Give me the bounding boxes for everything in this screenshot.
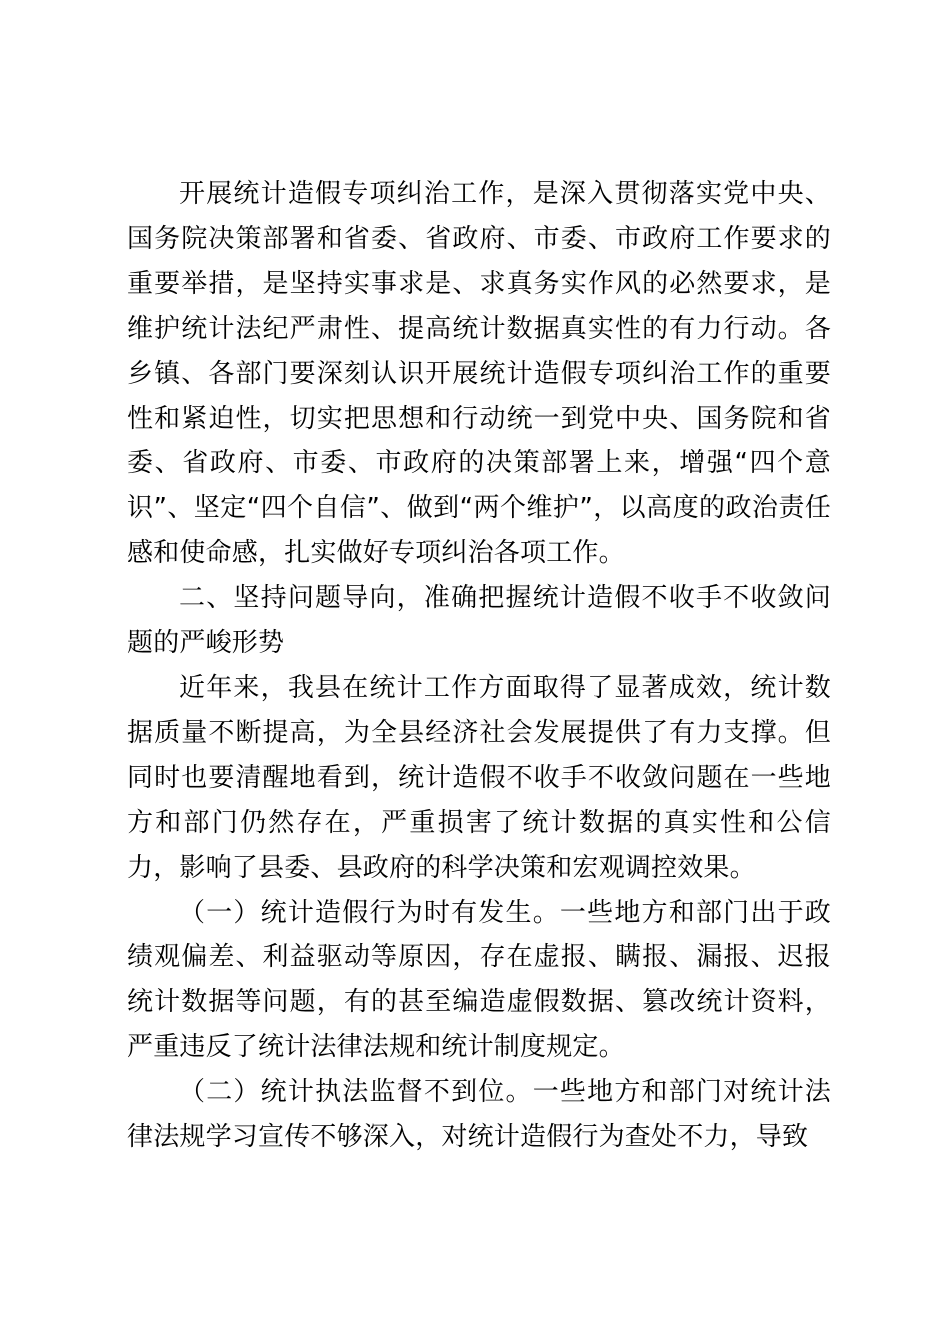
body-paragraph-situation: 近年来，我县在统计工作方面取得了显著成效，统计数据质量不断提高，为全县经济社会发展提供了有力支撑。但同时也要清醒地看到，统计造假不收手不收敛问题在一些地方和部门仍然存在，严重损害了统计数据的真实性和公信力，影响了县委、县政府的科学决策和宏观调控效果。 xyxy=(127,672,831,883)
body-paragraph-item-one: （一）统计造假行为时有发生。一些地方和部门出于政绩观偏差、利益驱动等原因，存在虚报、瞒报、漏报、迟报统计数据等问题，有的甚至编造虚假数据、篡改统计资料，严重违反了统计法律法规和统计制度规定。 xyxy=(127,897,831,1063)
document-page xyxy=(127,172,831,1160)
body-paragraph-item-two: （二）统计执法监督不到位。一些地方和部门对统计法律法规学习宣传不够深入，对统计造假行为查处不力，导致 xyxy=(127,1077,831,1153)
body-paragraph-significance: 开展统计造假专项纠治工作，是深入贯彻落实党中央、国务院决策部署和省委、省政府、市委、市政府工作要求的重要举措，是坚持实事求是、求真务实作风的必然要求，是维护统计法纪严肃性、提高统计数据真实性的有力行动。各乡镇、各部门要深刻认识开展统计造假专项纠治工作的重要性和紧迫性，切实把思想和行动统一到党中央、国务院和省委、省政府、市委、市政府的决策部署上来，增强“四个意识”、坚定“四个自信”、做到“两个维护”，以高度的政治责任感和使命感，扎实做好专项纠治各项工作。 xyxy=(127,179,831,569)
section-heading-two: 二、坚持问题导向，准确把握统计造假不收手不收敛问题的严峻形势 xyxy=(127,583,831,659)
